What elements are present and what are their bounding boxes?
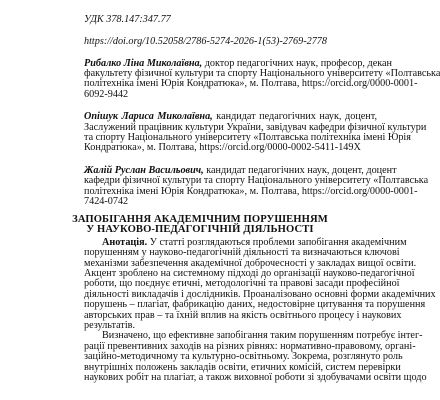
abstract-line: авторських прав – та їхній вплив на якість освітнього процесу і наукових — [84, 310, 402, 321]
abstract-line: порушенням у науково-педагогічній діяльності та визначаються ключові — [84, 247, 400, 258]
author-name: Опішук Лариса Миколаївна, — [84, 111, 213, 122]
author-line: Опішук Лариса Миколаївна, кандидат педагогічних наук, доцент, — [84, 111, 377, 122]
author-line: Заслужений працівник культури України, завідувач кафедри фізичної культури — [84, 122, 427, 133]
article-title-line: У НАУКОВО-ПЕДАГОГІЧНІЙ ДІЯЛЬНОСТІ — [86, 224, 314, 235]
abstract-line: Анотація. У статті розглядаються проблеми запобігання академічним — [102, 237, 407, 248]
author-line: 7424-0742 — [84, 196, 129, 207]
article-title-line: ЗАПОБІГАННЯ АКАДЕМІЧНИМ ПОРУШЕННЯМ — [72, 214, 328, 225]
body-line: рації превентивних заходів на різних рівнях: нормативно-правовому, органі- — [84, 341, 416, 352]
author-line: кафедри фізичної культури та спорту Національного університету «Полтавська — [84, 175, 429, 186]
author-line: політехніка імені Юрія Кондратюка», м. Полтава, https://orcid.org/0000-0001- — [84, 186, 418, 197]
author-line: факультету фізичної культури та спорту Національного університету «Полтавська — [84, 68, 440, 79]
author-line: політехніка імені Юрія Кондратюка», м. Полтава, https://orcid.org/0000-0001- — [84, 78, 418, 89]
author-line: Жалій Руслан Васильович, кандидат педагогічних наук, доцент, доцент — [84, 165, 397, 176]
doi-link[interactable]: https://doi.org/10.52058/2786-5274-2026-1(53)-2769-2778 — [84, 36, 327, 47]
author-name: Жалій Руслан Васильович, — [84, 165, 204, 176]
abstract-line: діяльності викладачів і дослідників. Проаналізовано основні форми академічних — [84, 289, 436, 300]
body-line: внутрішніх положень закладів освіти, етичних комісій, систем перевірки — [84, 362, 401, 373]
author-line: Рибалко Ліна Миколаївна, доктор педагогічних наук, професор, декан — [84, 58, 392, 69]
body-line: наукових робіт на плагіат, а також виховної роботи зі здобувачами освіти щодо — [84, 372, 427, 383]
abstract-line: механізми забезпечення академічної доброчесності у закладах вищої освіти. — [84, 258, 417, 269]
body-line: заційно-методичному та культурно-освітньому. Зокрема, розглянуто роль — [84, 351, 403, 362]
udk-code: УДК 378.147:347.77 — [84, 14, 171, 25]
abstract-line: порушень – плагіат, фабрикацію даних, недостовірне цитування та порушення — [84, 299, 426, 310]
abstract-line: роботи, що поєднує етичні, методологічні та правові засади професійної — [84, 278, 400, 289]
abstract-line: Акцент зроблено на системному підході до організації науково-педагогічної — [84, 268, 415, 279]
author-line: Кондратюка», м. Полтава, https://orcid.org/0000-0002-5411-149X — [84, 142, 361, 153]
author-line: 6092-9442 — [84, 89, 129, 100]
author-line: та спорту Національного університету «Полтавська політехніка імені Юрія — [84, 132, 411, 143]
author-name: Рибалко Ліна Миколаївна, — [84, 58, 203, 69]
abstract-line: результатів. — [84, 320, 136, 331]
body-line: Визначено, що ефективне запобігання таким порушенням потребує інтег- — [102, 330, 423, 341]
abstract-label: Анотація. — [102, 237, 148, 248]
